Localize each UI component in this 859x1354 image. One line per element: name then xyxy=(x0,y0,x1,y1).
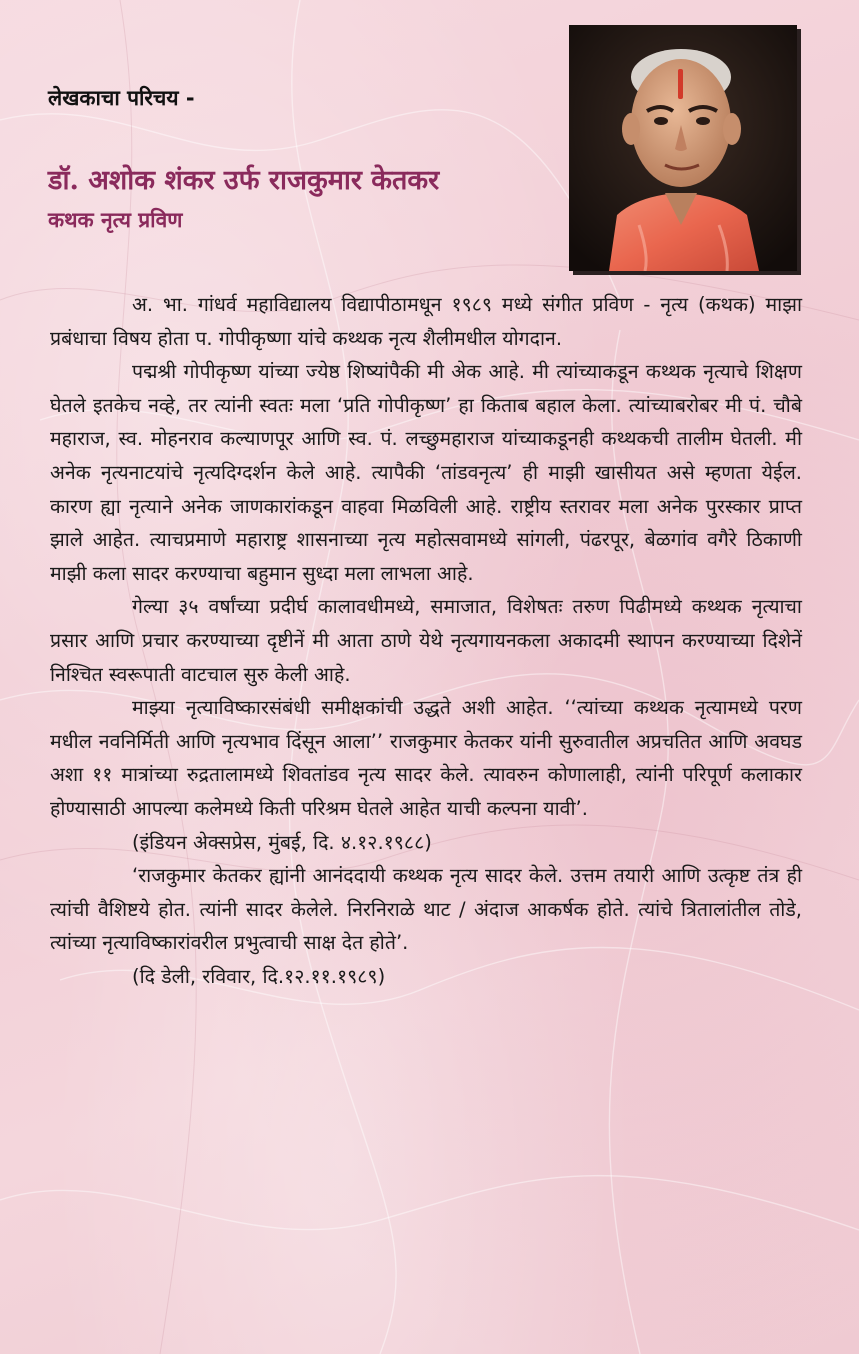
section-heading: लेखकाचा परिचय - xyxy=(48,86,195,110)
paragraph-4: माझ्या नृत्याविष्कारसंबंधी समीक्षकांची उद्धते अशी आहेत. ‘‘त्यांच्या कथ्थक नृत्यामध्ये परण मधील नवनिर्मिती आणि नृत्यभाव दिंसून आला’’ राजकुमार केतकर यांनी सुरुवातील अप्रचतित आणि अवघड अशा ११ मात्रांच्या रुद्रतालामध्ये शिवतांडव नृत्य सादर केले. त्यावरुन कोणालाही, त्यांनी परिपूर्ण कलाकार होण्यासाठी आपल्या कलेमध्ये किती परिश्रम घेतले आहेत याची कल्पना यावी’. xyxy=(50,696,802,820)
paragraph-3: गेल्या ३५ वर्षांच्या प्रदीर्घ कालावधीमध्ये, समाजात, विशेषतः तरुण पिढीमध्ये कथ्थक नृत्याचा प्रसार आणि प्रचार करण्याच्या दृष्टीनें मी आता ठाणे येथे नृत्यगायनकला अकादमी स्थापन करण्याच्या दिशेनें निश्चित स्वरूपाती वाटचाल सुरु केली आहे. xyxy=(50,595,802,686)
author-name: डॉ. अशोक शंकर उर्फ राजकुमार केतकर xyxy=(48,165,440,196)
citation-indian-express: (इंडियन अेक्सप्रेस, मुंबई, दि. ४.१२.१९८८) xyxy=(132,830,432,854)
author-title: कथक नृत्य प्रविण xyxy=(48,208,183,232)
citation-the-daily: (दि डेली, रविवार, दि.१२.११.१९८९) xyxy=(132,964,386,988)
paragraph-1: अ. भा. गांधर्व महाविद्यालय विद्यापीठामधून १९८९ मध्ये संगीत प्रविण - नृत्य (कथक) माझा प्रबंधाचा विषय होता प. गोपीकृष्णा यांचे कथ्थक नृत्य शैलीमधील योगदान. xyxy=(50,293,802,350)
biography-body xyxy=(50,288,802,993)
portrait-icon xyxy=(569,25,797,271)
author-photo xyxy=(569,25,797,271)
paragraph-2: पद्मश्री गोपीकृष्ण यांच्या ज्येष्ठ शिष्यांपैकी मी अेक आहे. मी त्यांच्याकडून कथ्थक नृत्याचे शिक्षण घेतले इतकेच नव्हे, तर त्यांनी स्वतः मला ‘प्रति गोपीकृष्ण’ हा किताब बहाल केला. त्यांच्याबरोबर मी पं. चौबे महाराज, स्व. मोहनराव कल्याणपूर आणि स्व. पं. लच्छुमहाराज यांच्याकडूनही कथ्थकची तालीम घेतली. मी अनेक नृत्यनाटयांचे नृत्यदिग्दर्शन केले आहे. त्यापैकी ‘तांडवनृत्य’ ही माझी खासीयत असे म्हणता येईल. कारण ह्या नृत्याने अनेक जाणकारांकडून वाहवा मिळविली आहे. राष्ट्रीय स्तरावर मला अनेक पुरस्कार प्राप्त झाले आहेत. त्याचप्रमाणे महाराष्ट्र शासनाच्या नृत्य महोत्सवामध्ये सांगली, पंढरपूर, बेळगांव वगैरे ठिकाणी माझी कला सादर करण्याचा बहुमान सुध्दा मला लाभला आहे. xyxy=(50,360,802,585)
paragraph-5: ‘राजकुमार केतकर ह्यांनी आनंददायी कथ्थक नृत्य सादर केले. उत्तम तयारी आणि उत्कृष्ट तंत्र ही त्यांची वैशिष्टये होत. त्यांनी सादर केलेले. निरनिराळे थाट / अंदाज आकर्षक होते. त्यांचे त्रितालांतील तोडे, त्यांच्या नृत्याविष्कारांवरील प्रभुत्वाची साक्ष देत होते’. xyxy=(50,864,802,955)
